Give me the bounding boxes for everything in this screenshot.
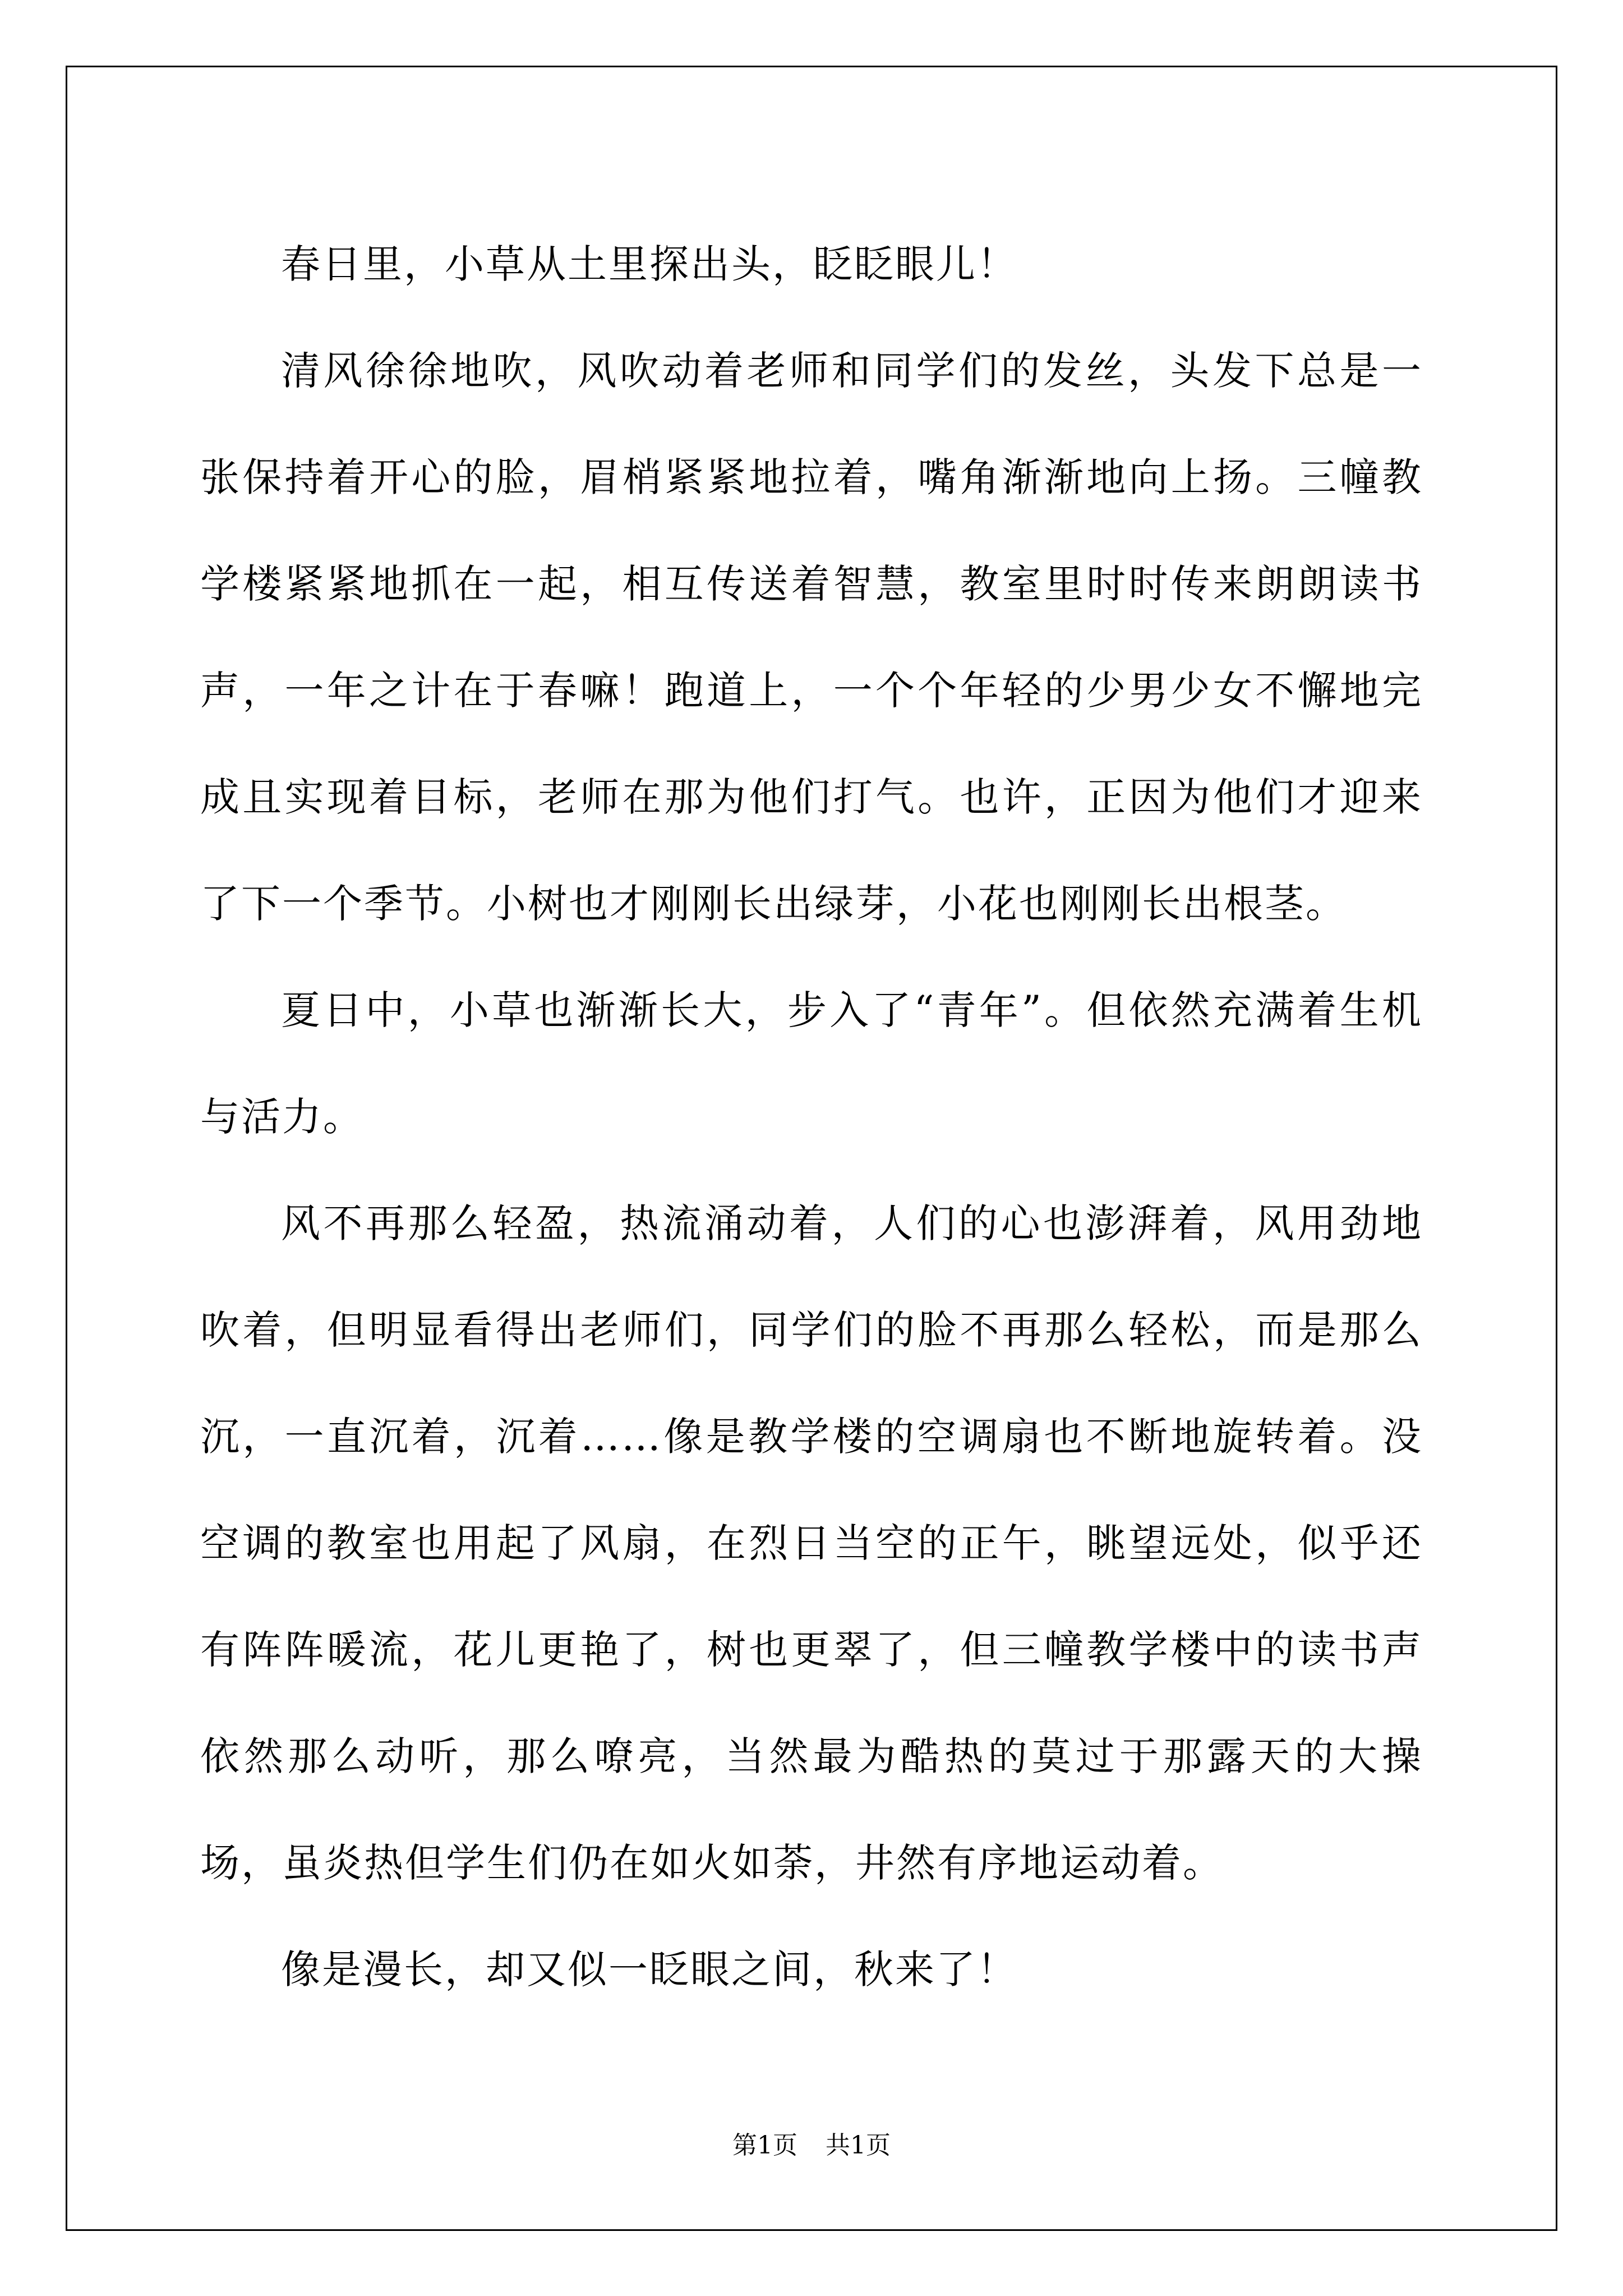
document-body bbox=[200, 211, 1423, 2023]
paragraph-summer-intro: 夏日中，小草也渐渐长大，步入了“青年”。但依然充满着生机与活力。 bbox=[200, 987, 1423, 1140]
page-footer bbox=[0, 2129, 1623, 2162]
paragraph-summer-detail: 风不再那么轻盈，热流涌动着，人们的心也澎湃着，风用劲地吹着，但明显看得出老师们，同学们的脸不再那么轻松，而是那么沉，一直沉着，沉着……像是教学楼的空调扇也不断地旋转着。没空调的教室也用起了风扇，在烈日当空的正午，眺望远处，似乎还有阵阵暖流，花儿更艳了，树也更翠了，但三幢教学楼中的读书声依然那么动听，那么嘹亮，当然最为酷热的莫过于那露天的大操场，虽炎热但学生们仍在如火如荼，井然有序地运动着。 bbox=[200, 1200, 1423, 1886]
page-total: 共1页 bbox=[826, 2131, 891, 2160]
paragraph-spring-intro: 春日里，小草从土里探出头，眨眨眼儿！ bbox=[281, 241, 1018, 287]
paragraph-spring-detail: 清风徐徐地吹，风吹动着老师和同学们的发丝，头发下总是一张保持着开心的脸，眉梢紧紧地拉着，嘴角渐渐地向上扬。三幢教学楼紧紧地抓在一起，相互传送着智慧，教室里时时传来朗朗读书声，一年之计在于春嘛！跑道上，一个个年轻的少男少女不懈地完成且实现着目标，老师在那为他们打气。也许，正因为他们才迎来了下一个季节。小树也才刚刚长出绿芽，小花也刚刚长出根茎。 bbox=[200, 348, 1423, 927]
paragraph-autumn-intro: 像是漫长，却又似一眨眼之间，秋来了！ bbox=[281, 1947, 1018, 1993]
page-number: 第1页 bbox=[732, 2131, 797, 2160]
